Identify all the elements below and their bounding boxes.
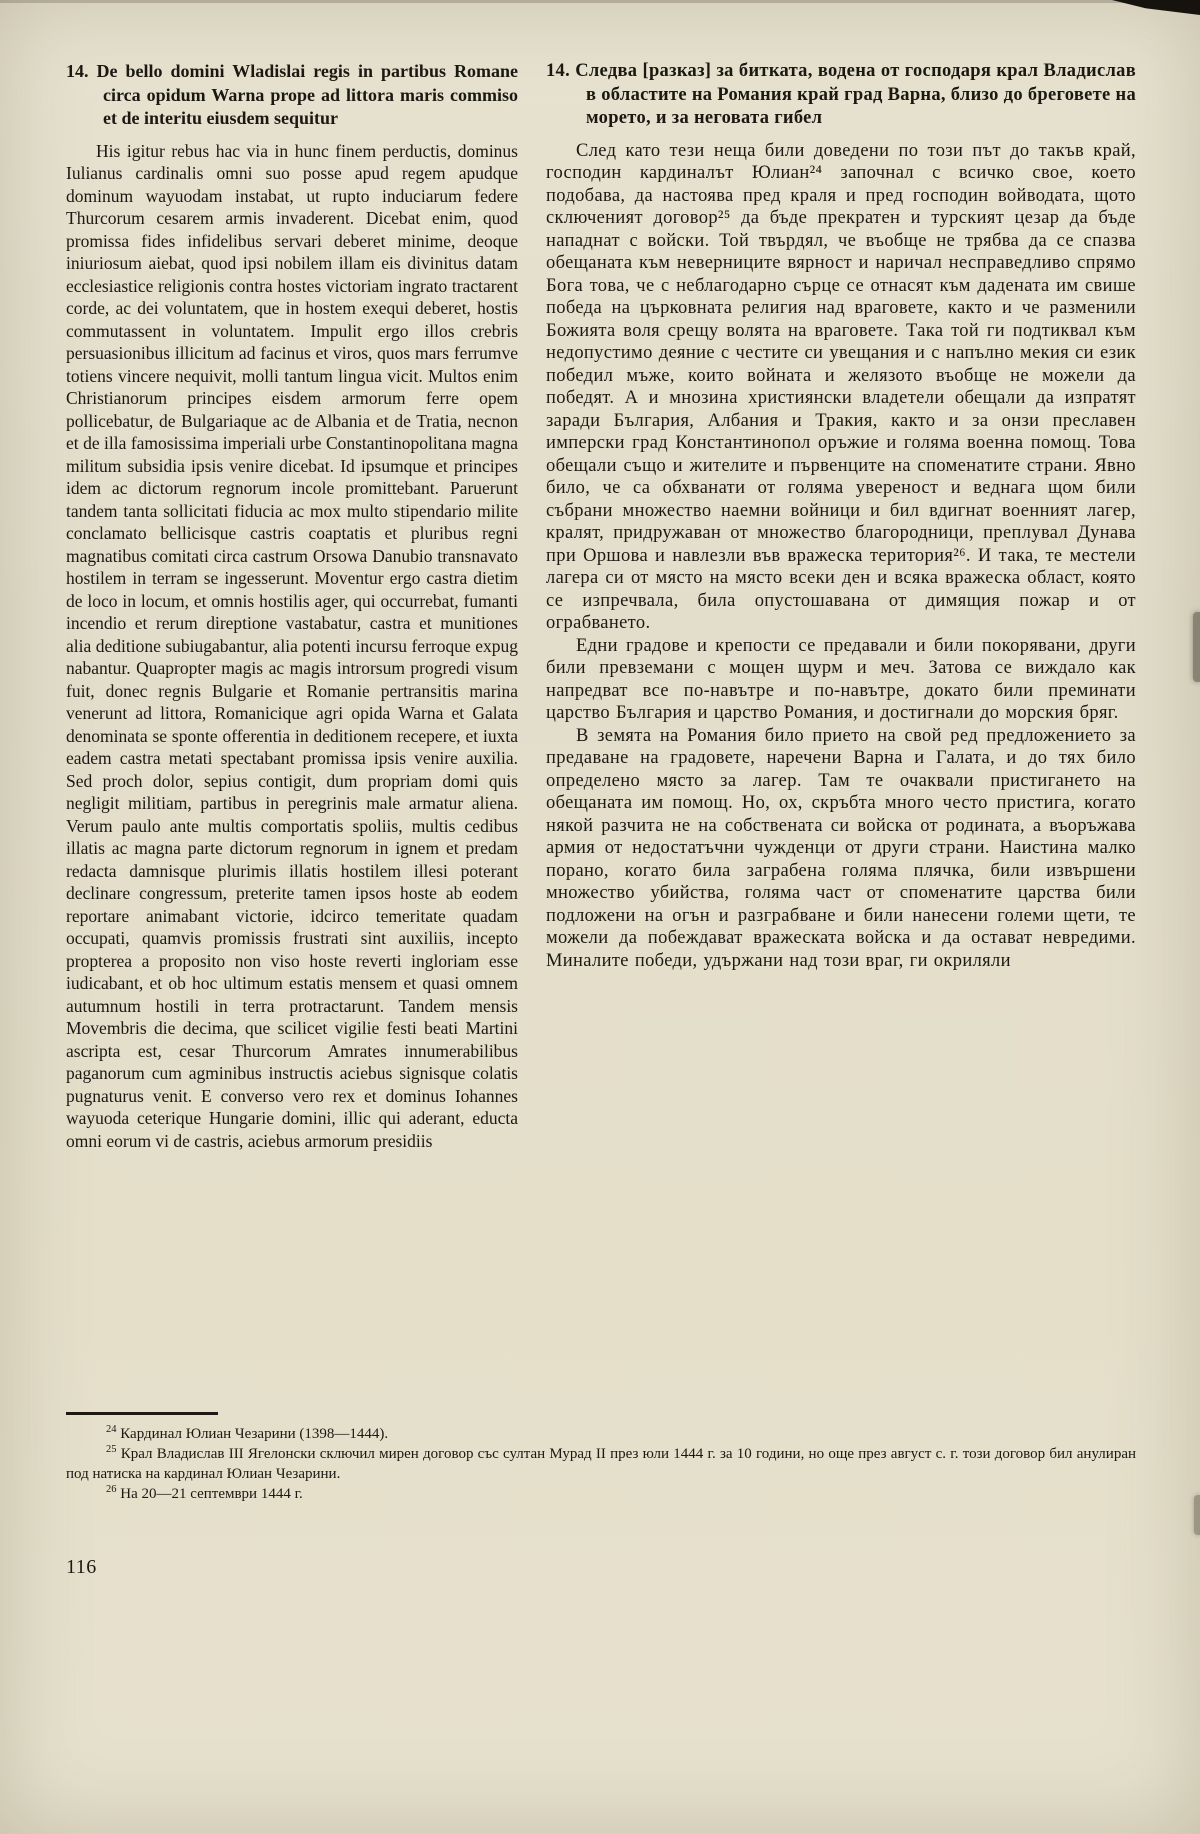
footnote [66,1424,1136,1444]
footnote-marker: 26 [106,1484,117,1495]
bulgarian-chapter-heading: 14. Следва [разказ] за битката, водена от господаря крал Владислав в областите на Романия край град Варна, близо до бреговете на морето, и за неговата гибел [546,61,1136,128]
footnote-text: Крал Владислав III Ягелонски сключил мирен договор със султан Мурад II през юли 1444 г. за 10 години, но още през август с. г. този договор бил анулиран под натиска на кардинал Юлиан Чезарини. [66,1446,1137,1482]
page-number: 116 [66,1556,97,1578]
footnote [66,1484,1136,1504]
latin-paragraph: His igitur rebus hac via in hunc finem perductis, dominus Iulianus cardinalis omni suo posse apud regem apudque dominum wayuodam instabat, ut rupto induciarum federe Thurcorum cesarem armis invaderent. Dicebat enim, quod promissa fides infidelibus servari deberet minime, deoque iniuriosum aiebat, quod ipsi nobilem illam eis divinitus datam ecclesiastice religionis contra hostes victoriam ingrato tractarent corde, ac dei voluntatem, que in hostem exequi deberet, hostis commutassent in voluntatem. Impulit ergo illos crebris persuasionibus illicitum ad facinus et viros, quos mars ferrumve totiens vincere nequivit, molli tantum lingua vicit. Multos enim Christianorum principes eisdem armorum ferre opem pollicebatur, de Bulgariaque ac de Albania et de Tratia, necnon et de illa famosissima imperiali urbe Constantinopolitana magna militum subsidia ipsis venire dicebat. Id ipsumque et principes idem ac dictorum regnorum incole promittebant. Paruerunt tandem tanta sollicitati fiducia ac mox multo stipendario milite conclamato bellicisque castris coaptatis et pluribus regni magnatibus comitati circa castrum Orsowa Danubio transnavato hostilem in terram se ingesserunt. Moventur ergo castra dietim de loco in locum, et omnis hostilis ager, qui occurrebat, fumanti incendio et rerum direptione vastabatur, castra et munitiones alia deditione subiugabantur, alia potenti incursu ferroque expug nabantur. Quapropter magis ac magis introrsum progredi visum fuit, donec regnis Bulgarie et Romanie pertransitis marina venerunt ad littora, Romanicique agri opida Warna et Galata denominata se sponte offerentia in deditionem recepere, et iuxta eadem castra metati spectabant promissa ipsis venire auxilia. Sed proch dolor, sepius contigit, dum propriam domi quis negligit militiam, partibus in peregrinis male armatur aliena. Verum paulo ante multis comportatis spoliis, multis cedibus illatis ac magna parte dictorum regnorum in ignem et predam redacta damnisque plurimis illatis hostilem illesi poterant declinare congressum, preterite tamen ipsos hoste ab eodem reportare animabant victorie, idcirco temeritate quadam occupati, quamvis promissis frustrati sint auxiliis, incepto propterea a proposito non viso hoste reverti ingloriam esse iudicabant, et ob hoc ultimum estatis mensem et quasi omnem autumnum hostili in terra protractarunt. Tandem mensis Movembris die decima, que scilicet vigilie festi beati Martini ascripta est, cesar Thurcorum Amrates innumerabilibus paganorum cum agminibus instructis aciebus signisque colatis pugnaturus venit. E converso vero rex et dominus Iohannes wayuoda ceterique Hungarie domini, illic qui aderant, educta omni eorum vi de castris, aciebus armorum presidiis [66,140,518,1151]
footnote-marker: 25 [106,1444,117,1455]
bulgarian-paragraph: След като тези неща били доведени по този път до такъв край, господин кардиналът Юлиан²⁴ започнал с всичко свое, което подобава, да настоява пред краля и пред господин войводата, щото сключеният договор²⁵ да бъде прекратен и турският цезар да бъде нападнат с войски. Той твърдял, че въобще не трябва да се спазва обещаната към неверниците вярност и наричал несправедливо спрямо Бога това, че с неблагодарно сърце се отнасят към дадената им свише победа на църковната религия над враговете, както и че разменили Божията воля срещу волята на враговете. Така той ги подтиквал към недопустимо деяние с честите си увещания и с напълно мекия си език победил мъже, които войната и желязото въобще не можели да победят. А и мнозина християнски владетели обещали да изпратят заради България, Албания и Тракия, както и за онзи преславен имперски град Константинопол оръжие и голяма военна помощ. Това обещали също и жителите и първенците на споменатите страни. Явно било, че са обхванати от голяма увереност и веднага щом били събрани множество наемни войници и бил вдигнат военният лагер, кралят, придружаван от множество благородници, преплувал Дунава при Оршова и навлезли във вражеска територия²⁶. И така, те местели лагера си от място на място всеки ден и всяка вражеска област, която се изпречвала, била опустошавана от димящия пожар и от ограбването. [546,140,1136,633]
footnote-text: Кардинал Юлиан Чезарини (1398—1444). [120,1426,389,1442]
scan-artifact-smudge [1193,612,1200,682]
footnote-text: На 20—21 септември 1444 г. [120,1486,303,1502]
latin-chapter-heading: 14. De bello domini Wladislai regis in partibus Romane circa opidum Warna prope ad littora maris commiso et de interitu eiusdem sequitur [66,61,518,128]
footnote [66,1444,1136,1484]
bulgarian-paragraph: Едни градове и крепости се предавали и били покорявани, други били превземани с мощен щурм и меч. Затова се виждало как напредват все по-навътре и по-навътре, докато били преминати царство България и царство Романия, и достигнали до морския бряг. [546,635,1136,723]
scan-artifact-smudge [1194,1495,1200,1535]
bulgarian-column [546,60,1136,1410]
two-column-text [66,60,1136,1410]
bulgarian-paragraph: В земята на Романия било прието на свой ред предложението за предаване на градовете, наречени Варна и Галата, и до тях било определено място за лагер. Там те очаквали пристигането на обещаната им помощ. Но, ох, скръбта много често пристига, когато някой разчита не на собствената си войска от родината, а въоръжава армия от недостатъчни чужденци от други страни. Наистина малко порано, когато била заграбена голяма плячка, били извършени множество убийства, голяма част от споменатите царства били подложени на огън и разграбване и били нанесени големи щети, те можели да побеждават вражеската войска и да остават невредими. Миналите победи, удържани над този враг, ги окриляли [546,725,1136,971]
footnotes-section [66,1412,1136,1504]
scan-artifact-top-edge [0,0,1200,3]
footnote-marker: 24 [106,1424,117,1435]
latin-column [66,60,518,1410]
footnote-divider [66,1412,218,1415]
